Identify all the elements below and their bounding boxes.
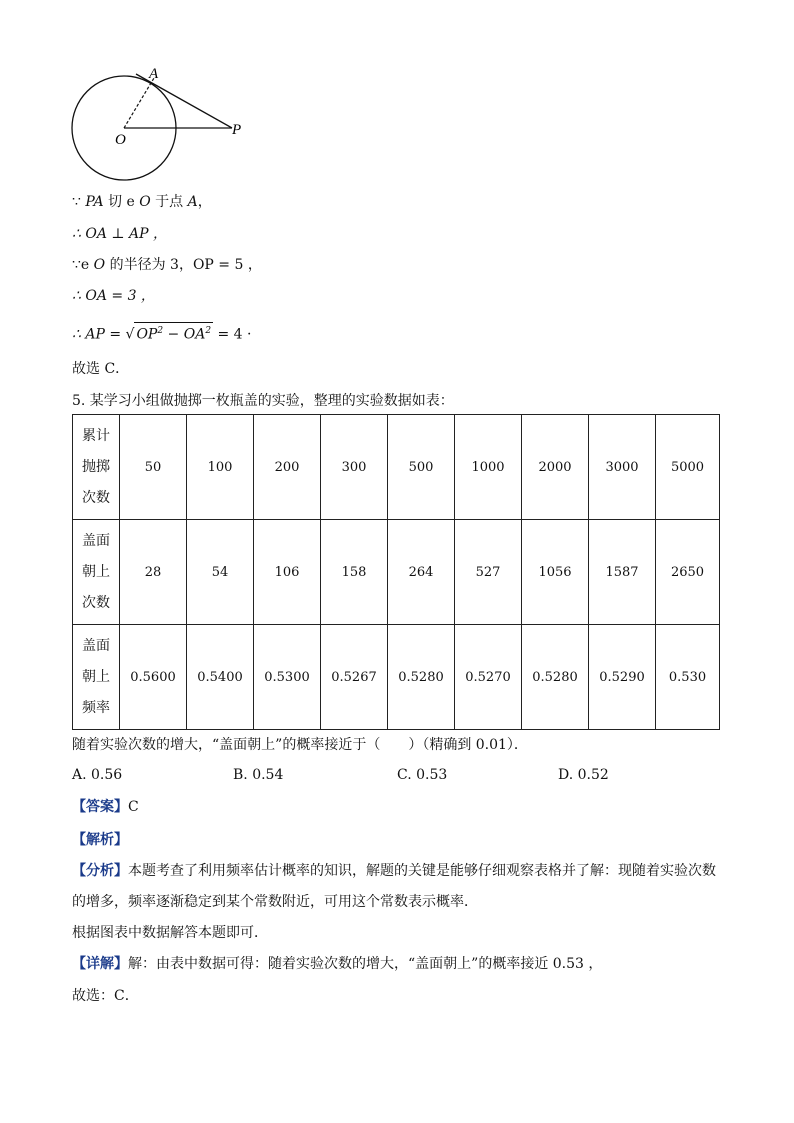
detail-tag: 【详解】 — [72, 956, 128, 972]
question-text: 5. 某学习小组做抛掷一枚瓶盖的实验，整理的实验数据如表： — [72, 393, 454, 409]
table-cell: 158 — [321, 520, 388, 625]
table-cell: 300 — [321, 415, 388, 520]
table-cell: 0.5267 — [321, 625, 388, 730]
fenxi-line-1: 【分析】本题考查了利用频率估计概率的知识，解题的关键是能够仔细观察表格并了解：现随着实验次数 — [72, 863, 716, 879]
table-cell: 0.530 — [656, 625, 720, 730]
answer-line — [72, 798, 139, 816]
tangent-ap — [136, 74, 232, 128]
table-cell: 500 — [388, 415, 455, 520]
table-cell: 5000 — [656, 415, 720, 520]
step-1: ∵ PA 切 e O 于点 A， — [72, 194, 212, 210]
table-cell: 3000 — [589, 415, 656, 520]
answer-tag: 【答案】 — [72, 799, 128, 815]
analysis-tag: 【解析】 — [72, 832, 128, 848]
answer-value: C — [128, 799, 139, 815]
table-cell: 1587 — [589, 520, 656, 625]
fenxi-line-3: 根据图表中数据解答本题即可． — [72, 925, 268, 941]
table-cell: 0.5300 — [254, 625, 321, 730]
fenxi-tag: 【分析】 — [72, 863, 128, 879]
table-cell: 2650 — [656, 520, 720, 625]
table-cell: 1000 — [455, 415, 522, 520]
analysis-heading — [72, 831, 128, 849]
detail-line: 【详解】解：由表中数据可得：随着实验次数的增大，“盖面朝上”的概率接近 0.53 ， — [72, 956, 603, 972]
question-prompt: 随着实验次数的增大，“盖面朝上”的概率接近于（ ）（精确到 0.01）． — [72, 737, 528, 753]
fenxi-line-2: 的增多，频率逐渐稳定到某个常数附近，可用这个常数表示概率． — [72, 894, 478, 910]
label-a: A — [149, 66, 159, 82]
table-cell: 200 — [254, 415, 321, 520]
table-cell: 0.5270 — [455, 625, 522, 730]
option-c: C. 0.53 — [397, 767, 448, 783]
table-cell: 0.5290 — [589, 625, 656, 730]
segment-oa-dashed — [124, 78, 154, 128]
row-header-cumulative-throws: 累计 抛掷 次数 — [73, 415, 120, 520]
table-cell: 0.5280 — [522, 625, 589, 730]
table-cell: 106 — [254, 520, 321, 625]
detail-conclusion: 故选：C． — [72, 988, 139, 1004]
option-b: B. 0.54 — [233, 767, 284, 783]
option-d: D. 0.52 — [558, 767, 609, 783]
table-cell: 0.5600 — [120, 625, 187, 730]
table-cell: 264 — [388, 520, 455, 625]
table-cell: 0.5400 — [187, 625, 254, 730]
table-row — [73, 520, 720, 625]
table-cell: 28 — [120, 520, 187, 625]
row-header-cap-up-frequency: 盖面 朝上 频率 — [73, 625, 120, 730]
row-header-cap-up-count: 盖面 朝上 次数 — [73, 520, 120, 625]
table-row — [73, 625, 720, 730]
step-5: ∴ AP = √ $OP^2 - OA^2 = 4$ · — [72, 322, 252, 344]
table-cell: 527 — [455, 520, 522, 625]
experiment-table — [72, 414, 720, 730]
label-p: P — [232, 122, 242, 138]
table-cell: 50 — [120, 415, 187, 520]
table-cell: 0.5280 — [388, 625, 455, 730]
table-cell: 100 — [187, 415, 254, 520]
table-row — [73, 415, 720, 520]
table-cell: 54 — [187, 520, 254, 625]
option-a: A. 0.56 — [72, 767, 123, 783]
step-3: ∵e O 的半径为 3，OP = 5 ， — [72, 257, 262, 273]
table-cell: 1056 — [522, 520, 589, 625]
circle-tangent-figure — [60, 60, 260, 185]
step-4: ∴ OA = 3 ， — [72, 288, 155, 304]
step-6: 故选 C． — [72, 361, 130, 377]
step-2: ∴ OA ⊥ AP ， — [72, 226, 167, 242]
sqrt-expression: √ $OP^2 - OA^2$ — [126, 322, 214, 344]
label-o: O — [115, 132, 126, 148]
table-cell: 2000 — [522, 415, 589, 520]
